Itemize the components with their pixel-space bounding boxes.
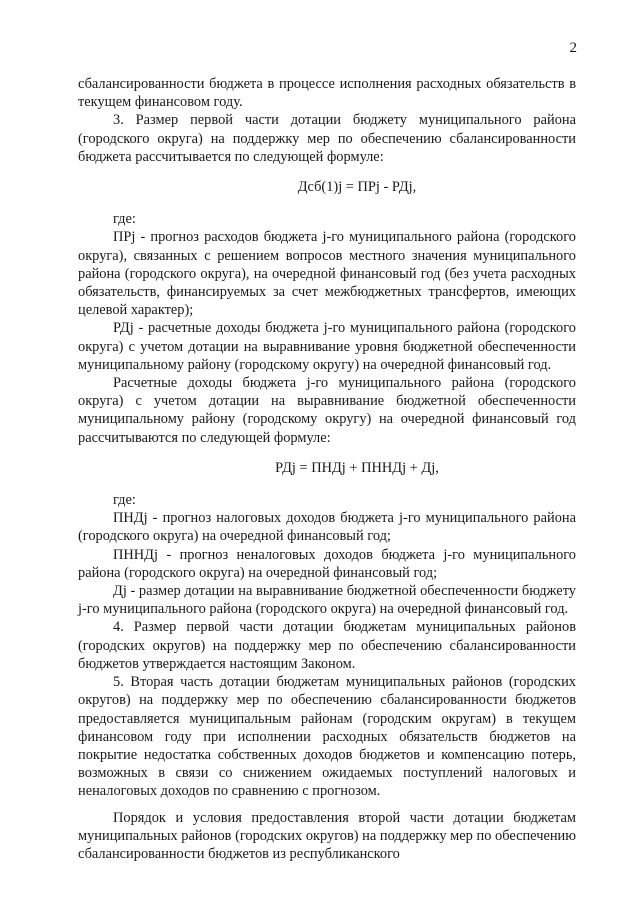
paragraph-10: 5. Вторая часть дотации бюджетам муниципальных районов (городских округов) на поддержку мер по обеспечению сбалансированности бюджетов предоставляется муниципальным районам (городским округам) в текущем финансовом году при исполнении расходных обязательств бюджетов на покрытие недостатка собственных доходов бюджетов и компенсацию потерь, возможных в связи со снижением ожидаемых поступлений налоговых и неналоговых доходов по сравнению с прогнозом. (78, 674, 576, 800)
where-label-2: где: (113, 492, 136, 509)
paragraph-5: Расчетные доходы бюджета j-го муниципального района (городского округа) с учетом дотации на выравнивание бюджетной обеспеченности муниципальному району (городскому округу) на очередной финансовый год рассчитываются по следующей формуле: (78, 375, 576, 446)
where-label-1: где: (113, 211, 136, 228)
paragraph-1: сбалансированности бюджета в процессе исполнения расходных обязательств в текущем финансовом году. (78, 76, 576, 111)
paragraph-2: 3. Размер первой части дотации бюджету муниципального района (городского округа) на поддержку мер по обеспечению сбалансированности бюджета рассчитывается по следующей формуле: (78, 112, 576, 165)
paragraph-3: ПРj - прогноз расходов бюджета j-го муниципального района (городского округа), связанных с решением вопросов местного значения муниципального района (городского округа), на очередной финансовый год (без учета расходных обязательств, финансируемых за счет межбюджетных трансфертов, имеющих целевой характер); (78, 229, 576, 319)
paragraph-11: Порядок и условия предоставления второй части дотации бюджетам муниципальных районов (городских округов) на поддержку мер по обеспечению сбалансированности бюджетов из республиканского (78, 809, 576, 862)
document-body (78, 75, 576, 863)
formula-2: РДj = ПНДj + ПННДj + Дj, (275, 459, 439, 476)
paragraph-4: РДj - расчетные доходы бюджета j-го муниципального района (городского округа) с учетом дотации на выравнивание уровня бюджетной обеспеченности муниципальному району (городскому округу) на очередной финансовый год. (78, 320, 576, 373)
page-number: 2 (569, 40, 577, 56)
paragraph-6: ПНДj - прогноз налоговых доходов бюджета j-го муниципального района (городского округа) на очередной финансовый год; (78, 510, 576, 545)
paragraph-7: ПННДj - прогноз неналоговых доходов бюджета j-го муниципального района (городского округа) на очередной финансовый год; (78, 546, 576, 581)
formula-1: Дсб(1)j = ПРj - РДj, (297, 179, 417, 196)
paragraph-8: Дj - размер дотации на выравнивание бюджетной обеспеченности бюджету j-го муниципального района (городского округа) на очередной финансовый год. (78, 583, 576, 618)
paragraph-9: 4. Размер первой части дотации бюджетам муниципальных районов (городских округов) на поддержку мер по обеспечению сбалансированности бюджетов утверждается настоящим Законом. (78, 619, 576, 672)
